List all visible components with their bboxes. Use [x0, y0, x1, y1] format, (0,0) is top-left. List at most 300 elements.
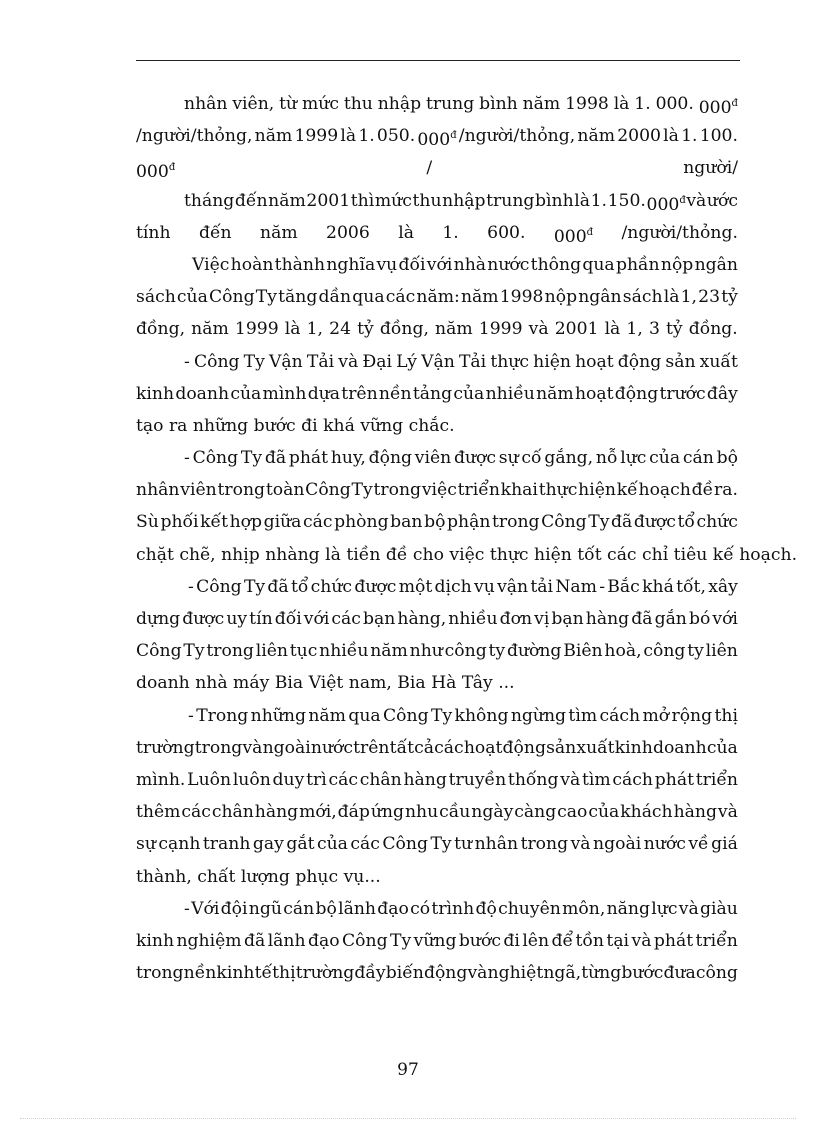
word: môn,: [562, 898, 606, 919]
word: trước: [659, 383, 706, 404]
word: -: [184, 448, 190, 469]
word: tục: [289, 641, 318, 662]
text-line: [136, 217, 738, 249]
word: kinh: [136, 383, 175, 404]
word: 1,: [306, 319, 324, 340]
word: sự: [498, 448, 519, 469]
word: mới,: [299, 802, 337, 823]
currency-superscript: đ: [679, 194, 686, 206]
text-line: [136, 603, 738, 635]
word: Ty: [243, 351, 265, 372]
word: được: [182, 609, 225, 629]
word: của: [453, 383, 485, 404]
word: truyền: [448, 769, 507, 790]
word: nước: [487, 254, 530, 275]
page-number: 97: [397, 1060, 419, 1080]
word: 100.: [699, 126, 738, 147]
word: đường: [506, 641, 562, 662]
word: giữa: [263, 512, 302, 533]
word: Ty: [243, 576, 266, 597]
word: nhu: [404, 802, 439, 823]
word: lãnh: [338, 898, 376, 919]
word: chân: [211, 802, 254, 823]
word: Ty: [255, 287, 277, 308]
word: đã: [631, 609, 653, 629]
word: năm: [577, 126, 616, 147]
word: Bắc: [607, 576, 640, 597]
word: các: [434, 737, 464, 758]
word: -: [184, 898, 190, 919]
word: Ty: [430, 834, 452, 855]
word: ty: [687, 641, 704, 662]
word: chặt chẽ, nhịp nhàng là tiền đề cho việc thực hiện tốt các chỉ tiêu kế hoạch.: [136, 544, 798, 565]
word: năm: [522, 94, 561, 114]
word: năng: [606, 898, 650, 919]
word: triển: [457, 480, 500, 501]
word: cán: [682, 448, 714, 469]
word: 2001: [554, 319, 599, 340]
word: là: [340, 126, 357, 147]
word: nghiệt: [487, 963, 544, 984]
word: kinh: [216, 963, 255, 984]
word: không: [454, 705, 509, 726]
word: từng: [581, 963, 622, 984]
word: ngân: [578, 287, 622, 308]
word: 3: [648, 319, 660, 340]
word: qua: [352, 287, 385, 308]
word: cầu: [439, 802, 471, 823]
word: trình: [431, 898, 475, 919]
word: năm: [308, 705, 346, 726]
word: nhân: [136, 480, 180, 501]
word: giá: [711, 834, 738, 855]
word: tư: [454, 834, 473, 855]
word: nước: [643, 834, 686, 855]
word: Biên: [563, 641, 603, 662]
word: việc: [421, 480, 457, 501]
word: nghĩa: [326, 254, 376, 275]
word: trường: [136, 737, 195, 758]
word: lực: [620, 448, 647, 469]
word: Ty: [430, 705, 453, 726]
word: 1998: [499, 287, 544, 308]
word: 1,: [680, 287, 698, 308]
word: năm: [268, 190, 306, 211]
text-line: [136, 828, 738, 860]
word: và: [338, 351, 359, 372]
word: đồng,: [136, 319, 186, 340]
word: Công: [196, 576, 242, 597]
word: bình: [479, 94, 518, 114]
word: đơn: [499, 609, 533, 629]
text-line: [136, 925, 738, 957]
word: hàng: [673, 802, 717, 823]
word: 1.: [681, 126, 698, 147]
word: $000^đ$: [698, 98, 738, 118]
word: đối: [398, 254, 426, 275]
word: khai: [500, 480, 538, 501]
word: hiện: [578, 480, 616, 501]
word: các: [328, 769, 358, 790]
word: được: [633, 512, 676, 533]
word: năm:: [416, 287, 460, 308]
word: tải: [530, 576, 554, 597]
currency-superscript: đ: [731, 98, 738, 109]
word: từ: [279, 94, 298, 114]
word: 2000: [617, 126, 661, 147]
word: giàu: [699, 898, 738, 919]
word: đồng,: [379, 319, 429, 340]
word: /: [426, 158, 433, 179]
word: gắng,: [544, 448, 594, 469]
word: năm: [260, 222, 298, 243]
word: ước: [706, 190, 738, 211]
word: Ty: [588, 512, 610, 533]
word: xây: [708, 576, 738, 597]
word: tạo ra những bước đi khá vững chắc.: [136, 415, 455, 436]
word: hoạt: [574, 383, 614, 404]
word: liên: [705, 641, 738, 662]
page-bottom-dotted-border: [20, 1118, 796, 1119]
word: đề: [691, 480, 714, 501]
word: công: [444, 641, 487, 662]
word: Luôn: [187, 769, 232, 790]
word: thành: [274, 254, 326, 275]
word: với: [426, 254, 453, 275]
text-line: [136, 893, 738, 925]
word: Với: [191, 898, 220, 919]
word: thu: [412, 190, 442, 211]
word: tổ: [290, 576, 309, 597]
word: cao: [557, 802, 588, 823]
word: bộ: [716, 448, 738, 469]
word: và: [528, 319, 549, 340]
word: động: [423, 963, 468, 984]
word: Công: [209, 287, 255, 308]
word: Ty: [240, 448, 263, 469]
word: càng: [514, 802, 557, 823]
word: tảng: [412, 383, 453, 404]
word: bộ: [424, 512, 446, 533]
word: phát: [654, 769, 694, 790]
word: là: [663, 287, 680, 308]
word: trong: [520, 834, 569, 855]
word: Công: [136, 641, 182, 662]
word: /người/thỏng,: [458, 126, 576, 147]
word: triển: [695, 930, 738, 951]
word: về: [688, 834, 709, 855]
word: tế: [254, 963, 273, 984]
word: lực: [651, 898, 678, 919]
word: của: [649, 448, 681, 469]
word: dần: [318, 287, 352, 308]
word: doanh nhà máy Bia Việt nam, Bia Hà Tây ...: [136, 673, 515, 694]
word: trong: [373, 480, 422, 501]
word: hàng,: [397, 609, 447, 629]
word: hoà,: [604, 641, 642, 662]
word: động: [617, 351, 662, 372]
word: tìm: [581, 769, 611, 790]
word: thì: [350, 190, 375, 211]
word: bước: [621, 963, 664, 984]
word: 1999: [234, 319, 279, 340]
word: và: [631, 930, 652, 951]
word: năm: [460, 287, 499, 308]
text-line: [136, 281, 738, 313]
word: Công: [382, 834, 428, 855]
word: vụ: [474, 576, 495, 597]
word: đồng.: [688, 319, 738, 340]
text-line: [136, 506, 738, 538]
text-line: [136, 635, 738, 667]
word: Lý: [396, 351, 417, 372]
word: tổ: [677, 512, 695, 533]
word: viên: [180, 480, 217, 501]
word: là: [604, 319, 621, 340]
word: Công: [192, 448, 239, 469]
word: hợp: [229, 512, 263, 533]
word: xuất: [576, 737, 615, 758]
word: cách: [599, 705, 641, 726]
text-line: [136, 796, 738, 828]
word: công: [643, 641, 686, 662]
word: nền: [183, 963, 217, 984]
word: mức: [374, 190, 412, 211]
word: ngày: [471, 802, 514, 823]
word: đến: [198, 222, 232, 243]
word: trên: [353, 737, 390, 758]
word: hoạt: [463, 737, 503, 758]
word: thông: [530, 254, 582, 275]
word: Công: [541, 512, 587, 533]
word: chuyên: [498, 898, 561, 919]
word: như: [409, 641, 443, 662]
word: $000^đ$: [136, 162, 176, 183]
word: Công: [305, 480, 351, 501]
word: lãnh: [267, 930, 306, 951]
word: của: [706, 737, 738, 758]
word: hoàn: [230, 254, 274, 275]
word: các: [350, 834, 380, 855]
word: gay: [252, 834, 284, 855]
word: /người/thỏng.: [621, 222, 738, 243]
word: ngân: [694, 254, 738, 275]
word: vụ: [376, 254, 398, 275]
word: và: [560, 769, 581, 790]
word: bạn: [551, 609, 584, 629]
word: trường: [295, 963, 355, 984]
word: nền: [378, 383, 412, 404]
word: tỷ: [721, 287, 738, 308]
word: liên: [255, 641, 288, 662]
word: là: [663, 126, 679, 147]
word: tồn: [575, 930, 604, 951]
word: -: [188, 705, 194, 726]
word: đã: [264, 448, 287, 469]
text-line: [136, 764, 738, 796]
word: vị: [534, 609, 550, 629]
word: các: [181, 802, 211, 823]
word: cán: [283, 898, 315, 919]
word: nước: [310, 737, 353, 758]
word: công: [695, 963, 738, 984]
word: huy,: [330, 448, 366, 469]
word: một: [398, 576, 433, 597]
word: 2006: [326, 222, 370, 243]
word: Vận: [421, 351, 455, 372]
word: Ty: [390, 930, 412, 951]
word: biến: [385, 963, 424, 984]
currency-superscript: đ: [450, 130, 457, 142]
word: năm: [435, 319, 473, 340]
word: Vận: [269, 351, 303, 372]
word: Tải: [458, 351, 487, 372]
word: trong: [491, 512, 540, 533]
word: đầy: [354, 963, 386, 984]
word: ban: [390, 512, 423, 533]
word: được: [354, 576, 397, 597]
word: $000^đ$: [646, 194, 686, 215]
text-line: [136, 346, 738, 378]
word: tìm: [568, 705, 598, 726]
text-line: [136, 539, 798, 571]
text-line: [136, 185, 738, 217]
word: cạnh: [158, 834, 201, 855]
word: người/: [683, 158, 738, 179]
currency-superscript: đ: [586, 226, 594, 238]
word: năm: [254, 126, 293, 147]
word: và: [242, 737, 263, 758]
word: bình: [535, 190, 574, 211]
word: 1998: [565, 94, 609, 114]
word: của: [316, 834, 348, 855]
word: sự: [136, 834, 156, 855]
word: và: [678, 898, 699, 919]
word: Trong: [196, 705, 249, 726]
word: bạn: [362, 609, 396, 629]
word: nhân: [474, 834, 519, 855]
word: và: [467, 963, 488, 984]
word: rộng: [671, 705, 713, 726]
word: Công: [193, 351, 240, 372]
word: đây: [706, 383, 738, 404]
word: vững: [413, 930, 457, 951]
text-line: [136, 861, 738, 893]
word: 2001: [306, 190, 351, 211]
text-line: [136, 88, 738, 120]
word: đội: [220, 898, 248, 919]
word: tại: [606, 930, 630, 951]
word: 150.: [607, 190, 646, 211]
word: khách: [620, 802, 673, 823]
word: tín: [249, 609, 273, 629]
word: các: [303, 512, 333, 533]
text-line: [136, 474, 738, 506]
word: độ: [475, 898, 497, 919]
word: đi: [503, 930, 520, 951]
text-line: [136, 442, 738, 474]
word: tháng: [184, 190, 235, 211]
word: /người/thỏng,: [136, 126, 253, 147]
word: để: [551, 930, 574, 951]
word: và: [717, 802, 738, 823]
word: năm: [536, 383, 574, 404]
word: vận: [497, 576, 529, 597]
word: uy: [226, 609, 248, 629]
word: 1.: [442, 222, 459, 243]
word: gắn: [654, 609, 687, 629]
word: -: [184, 351, 190, 372]
word: 050.: [376, 126, 416, 147]
word: lên: [522, 930, 550, 951]
word: 1.: [358, 126, 375, 147]
word: ngừng: [510, 705, 567, 726]
word: nộp: [544, 287, 578, 308]
word: Ty: [183, 641, 205, 662]
word: dựa: [307, 383, 341, 404]
word: kinh: [136, 930, 175, 951]
word: là: [398, 222, 414, 243]
word: chân: [359, 769, 402, 790]
word: triển: [695, 769, 738, 790]
word: phối: [160, 512, 199, 533]
word: động: [614, 383, 659, 404]
word: phòng: [334, 512, 389, 533]
word: thực: [538, 480, 578, 501]
word: -: [188, 576, 194, 597]
word: thống: [507, 769, 559, 790]
word: mình: [262, 383, 307, 404]
word: đáp: [337, 802, 370, 823]
word: Công: [342, 930, 388, 951]
word: khá: [642, 576, 674, 597]
word: trong: [194, 737, 243, 758]
word: 23: [698, 287, 721, 308]
word: nhập: [442, 190, 486, 211]
word: nỗ: [595, 448, 618, 469]
word: nhiều: [485, 383, 535, 404]
word: được: [453, 448, 497, 469]
word: những: [250, 705, 306, 726]
word: của: [588, 802, 620, 823]
word: tranh: [202, 834, 251, 855]
word: hàng: [585, 609, 630, 629]
word: nhiều: [448, 609, 498, 629]
word: ứng: [370, 802, 405, 823]
word: kinh: [614, 737, 653, 758]
word: sách: [136, 287, 176, 308]
word: duy: [272, 769, 305, 790]
word: 1999: [294, 126, 339, 147]
word: động: [368, 448, 413, 469]
word: đã: [267, 576, 289, 597]
word: 1.: [590, 190, 608, 211]
word: chức: [310, 576, 353, 597]
word: nhập: [377, 94, 422, 114]
word: qua: [348, 705, 381, 726]
word: thêm: [136, 802, 181, 823]
word: 1,: [626, 319, 643, 340]
word: có: [410, 898, 431, 919]
word: và: [570, 834, 591, 855]
word: là: [574, 190, 590, 211]
word: bộ: [315, 898, 337, 919]
word: Nam: [555, 576, 597, 597]
word: đạo: [377, 898, 409, 919]
word: của: [230, 383, 262, 404]
word: sách: [622, 287, 663, 308]
word: thực: [490, 351, 529, 372]
